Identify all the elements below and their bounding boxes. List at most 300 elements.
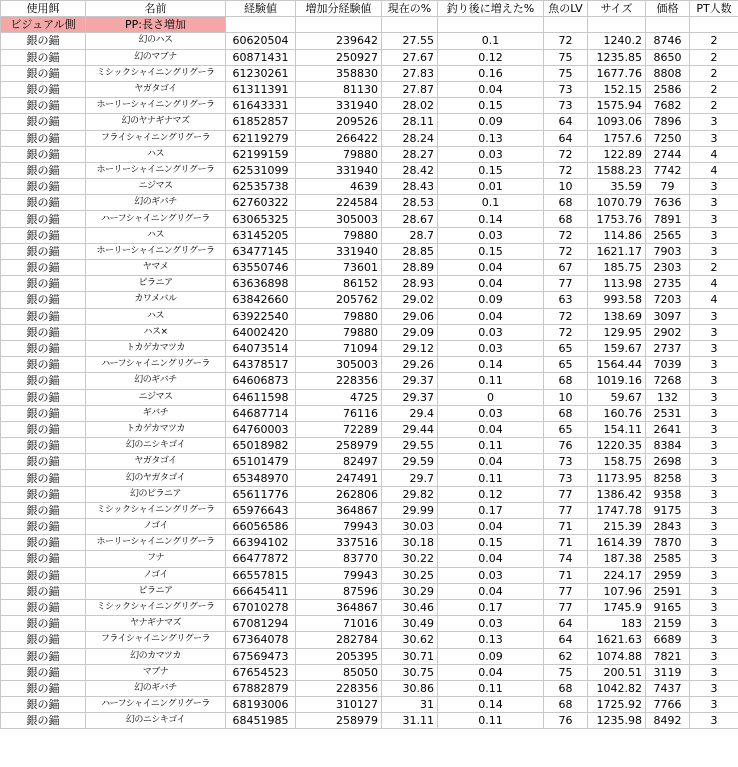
exp-gain-cell[interactable]: 224584 [296, 195, 382, 211]
exp-cell[interactable]: 61852857 [226, 114, 296, 130]
fish-level-cell[interactable]: 73 [544, 454, 588, 470]
fish-level-cell[interactable]: 72 [544, 324, 588, 340]
exp-gain-cell[interactable]: 71016 [296, 616, 382, 632]
size-cell[interactable]: 183 [588, 616, 646, 632]
price-cell[interactable]: 8650 [646, 49, 690, 65]
fish-level-cell[interactable]: 73 [544, 81, 588, 97]
header-cell[interactable]: 経験値 [226, 1, 296, 17]
fish-level-cell[interactable]: 77 [544, 583, 588, 599]
fish-level-cell[interactable]: 73 [544, 470, 588, 486]
party-size-cell[interactable]: 3 [690, 632, 738, 648]
exp-cell[interactable]: 64073514 [226, 340, 296, 356]
exp-cell[interactable]: 63842660 [226, 292, 296, 308]
exp-gain-cell[interactable]: 4639 [296, 179, 382, 195]
party-size-cell[interactable]: 3 [690, 179, 738, 195]
percent-gain-cell[interactable]: 0.1 [438, 33, 544, 49]
percent-cell[interactable]: 28.85 [382, 243, 438, 259]
party-size-cell[interactable]: 2 [690, 49, 738, 65]
exp-gain-cell[interactable]: 258979 [296, 713, 382, 729]
name-cell[interactable]: ホーリーシャイニングリグーラ [86, 162, 226, 178]
percent-gain-cell[interactable]: 0.03 [438, 146, 544, 162]
size-cell[interactable]: 200.51 [588, 664, 646, 680]
exp-cell[interactable]: 63550746 [226, 260, 296, 276]
percent-gain-cell[interactable]: 0.04 [438, 519, 544, 535]
size-cell[interactable]: 1725.92 [588, 697, 646, 713]
percent-gain-cell[interactable]: 0.09 [438, 648, 544, 664]
fish-level-cell[interactable]: 73 [544, 98, 588, 114]
exp-cell[interactable]: 62535738 [226, 179, 296, 195]
exp-gain-cell[interactable]: 205762 [296, 292, 382, 308]
party-size-cell[interactable]: 3 [690, 421, 738, 437]
percent-gain-cell[interactable]: 0.04 [438, 664, 544, 680]
price-cell[interactable]: 2737 [646, 340, 690, 356]
percent-cell[interactable]: 30.25 [382, 567, 438, 583]
percent-gain-cell[interactable]: 0.15 [438, 535, 544, 551]
percent-gain-cell[interactable]: 0.01 [438, 179, 544, 195]
party-size-cell[interactable]: 3 [690, 648, 738, 664]
percent-cell[interactable]: 27.87 [382, 81, 438, 97]
percent-cell[interactable]: 28.67 [382, 211, 438, 227]
exp-gain-cell[interactable]: 87596 [296, 583, 382, 599]
bait-cell[interactable]: 銀の錨 [1, 470, 86, 486]
party-size-cell[interactable]: 3 [690, 519, 738, 535]
percent-cell[interactable]: 29.12 [382, 340, 438, 356]
fish-level-cell[interactable]: 10 [544, 389, 588, 405]
percent-gain-cell[interactable]: 0.11 [438, 373, 544, 389]
exp-cell[interactable]: 64606873 [226, 373, 296, 389]
percent-gain-cell[interactable]: 0.03 [438, 616, 544, 632]
percent-gain-cell[interactable]: 0.03 [438, 567, 544, 583]
size-cell[interactable]: 114.86 [588, 227, 646, 243]
party-size-cell[interactable]: 3 [690, 227, 738, 243]
fish-level-cell[interactable]: 72 [544, 33, 588, 49]
percent-gain-cell[interactable]: 0.15 [438, 98, 544, 114]
exp-cell[interactable]: 64760003 [226, 421, 296, 437]
exp-cell[interactable]: 62199159 [226, 146, 296, 162]
note-cell-visual[interactable]: ビジュアル側 [1, 17, 86, 33]
exp-gain-cell[interactable]: 228356 [296, 680, 382, 696]
percent-gain-cell[interactable]: 0.11 [438, 470, 544, 486]
name-cell[interactable]: ヤガタゴイ [86, 81, 226, 97]
exp-cell[interactable]: 63065325 [226, 211, 296, 227]
fish-level-cell[interactable]: 72 [544, 162, 588, 178]
size-cell[interactable]: 1173.95 [588, 470, 646, 486]
bait-cell[interactable]: 銀の錨 [1, 357, 86, 373]
percent-cell[interactable]: 30.86 [382, 680, 438, 696]
bait-cell[interactable]: 銀の錨 [1, 260, 86, 276]
price-cell[interactable]: 2585 [646, 551, 690, 567]
price-cell[interactable]: 6689 [646, 632, 690, 648]
price-cell[interactable]: 7437 [646, 680, 690, 696]
price-cell[interactable]: 2565 [646, 227, 690, 243]
percent-gain-cell[interactable]: 0.13 [438, 632, 544, 648]
exp-cell[interactable]: 66394102 [226, 535, 296, 551]
name-cell[interactable]: ハス [86, 308, 226, 324]
percent-cell[interactable]: 28.24 [382, 130, 438, 146]
percent-cell[interactable]: 27.83 [382, 65, 438, 81]
party-size-cell[interactable]: 3 [690, 438, 738, 454]
name-cell[interactable]: 幻のニシキゴイ [86, 713, 226, 729]
party-size-cell[interactable]: 3 [690, 616, 738, 632]
party-size-cell[interactable]: 3 [690, 470, 738, 486]
exp-gain-cell[interactable]: 266422 [296, 130, 382, 146]
price-cell[interactable]: 7742 [646, 162, 690, 178]
party-size-cell[interactable]: 3 [690, 664, 738, 680]
percent-cell[interactable]: 28.53 [382, 195, 438, 211]
price-cell[interactable]: 7636 [646, 195, 690, 211]
percent-cell[interactable]: 28.02 [382, 98, 438, 114]
name-cell[interactable]: 幻のギバチ [86, 373, 226, 389]
exp-cell[interactable]: 62119279 [226, 130, 296, 146]
percent-gain-cell[interactable]: 0.12 [438, 49, 544, 65]
size-cell[interactable]: 1621.17 [588, 243, 646, 259]
percent-cell[interactable]: 27.67 [382, 49, 438, 65]
percent-cell[interactable]: 31 [382, 697, 438, 713]
exp-cell[interactable]: 63477145 [226, 243, 296, 259]
size-cell[interactable]: 224.17 [588, 567, 646, 583]
size-cell[interactable]: 215.39 [588, 519, 646, 535]
price-cell[interactable]: 2531 [646, 405, 690, 421]
size-cell[interactable]: 1240.2 [588, 33, 646, 49]
size-cell[interactable]: 1220.35 [588, 438, 646, 454]
name-cell[interactable]: トカゲカマツカ [86, 340, 226, 356]
fish-level-cell[interactable]: 75 [544, 664, 588, 680]
bait-cell[interactable]: 銀の錨 [1, 713, 86, 729]
price-cell[interactable]: 9358 [646, 486, 690, 502]
exp-gain-cell[interactable]: 205395 [296, 648, 382, 664]
percent-gain-cell[interactable]: 0.04 [438, 260, 544, 276]
party-size-cell[interactable]: 3 [690, 680, 738, 696]
price-cell[interactable]: 2735 [646, 276, 690, 292]
exp-cell[interactable]: 68193006 [226, 697, 296, 713]
price-cell[interactable]: 7682 [646, 98, 690, 114]
size-cell[interactable]: 1235.98 [588, 713, 646, 729]
price-cell[interactable]: 8258 [646, 470, 690, 486]
name-cell[interactable]: フライシャイニングリグーラ [86, 130, 226, 146]
exp-cell[interactable]: 67569473 [226, 648, 296, 664]
percent-gain-cell[interactable]: 0.14 [438, 211, 544, 227]
name-cell[interactable]: ミシックシャイニングリグーラ [86, 599, 226, 615]
bait-cell[interactable]: 銀の錨 [1, 98, 86, 114]
price-cell[interactable]: 2959 [646, 567, 690, 583]
fish-level-cell[interactable]: 76 [544, 713, 588, 729]
exp-cell[interactable]: 64611598 [226, 389, 296, 405]
fish-level-cell[interactable]: 63 [544, 292, 588, 308]
exp-gain-cell[interactable]: 337516 [296, 535, 382, 551]
party-size-cell[interactable]: 3 [690, 567, 738, 583]
exp-gain-cell[interactable]: 79880 [296, 308, 382, 324]
price-cell[interactable]: 3119 [646, 664, 690, 680]
exp-gain-cell[interactable]: 79880 [296, 324, 382, 340]
exp-gain-cell[interactable]: 72289 [296, 421, 382, 437]
bait-cell[interactable]: 銀の錨 [1, 373, 86, 389]
percent-gain-cell[interactable]: 0.12 [438, 486, 544, 502]
name-cell[interactable]: 幻のギバチ [86, 195, 226, 211]
exp-gain-cell[interactable]: 85050 [296, 664, 382, 680]
name-cell[interactable]: ホーリーシャイニングリグーラ [86, 98, 226, 114]
bait-cell[interactable]: 銀の錨 [1, 308, 86, 324]
bait-cell[interactable]: 銀の錨 [1, 243, 86, 259]
bait-cell[interactable]: 銀の錨 [1, 583, 86, 599]
exp-gain-cell[interactable]: 364867 [296, 502, 382, 518]
size-cell[interactable]: 129.95 [588, 324, 646, 340]
bait-cell[interactable]: 銀の錨 [1, 519, 86, 535]
exp-cell[interactable]: 65101479 [226, 454, 296, 470]
fish-level-cell[interactable]: 77 [544, 276, 588, 292]
fish-level-cell[interactable]: 65 [544, 340, 588, 356]
bait-cell[interactable]: 銀の錨 [1, 454, 86, 470]
party-size-cell[interactable]: 3 [690, 486, 738, 502]
exp-cell[interactable]: 68451985 [226, 713, 296, 729]
exp-cell[interactable]: 66056586 [226, 519, 296, 535]
size-cell[interactable]: 113.98 [588, 276, 646, 292]
price-cell[interactable]: 2641 [646, 421, 690, 437]
percent-gain-cell[interactable]: 0.03 [438, 405, 544, 421]
header-cell[interactable]: 釣り後に増えた% [438, 1, 544, 17]
exp-gain-cell[interactable]: 250927 [296, 49, 382, 65]
price-cell[interactable]: 7896 [646, 114, 690, 130]
percent-cell[interactable]: 28.27 [382, 146, 438, 162]
exp-cell[interactable]: 65348970 [226, 470, 296, 486]
exp-gain-cell[interactable]: 358830 [296, 65, 382, 81]
percent-cell[interactable]: 30.46 [382, 599, 438, 615]
percent-gain-cell[interactable]: 0.03 [438, 227, 544, 243]
fish-level-cell[interactable]: 64 [544, 616, 588, 632]
percent-cell[interactable]: 28.93 [382, 276, 438, 292]
size-cell[interactable]: 1074.88 [588, 648, 646, 664]
price-cell[interactable]: 7903 [646, 243, 690, 259]
bait-cell[interactable]: 銀の錨 [1, 33, 86, 49]
name-cell[interactable]: ヤマメ [86, 260, 226, 276]
bait-cell[interactable]: 銀の錨 [1, 114, 86, 130]
name-cell[interactable]: 幻のマブナ [86, 49, 226, 65]
price-cell[interactable]: 2902 [646, 324, 690, 340]
empty-cell[interactable] [438, 17, 544, 33]
percent-gain-cell[interactable]: 0.16 [438, 65, 544, 81]
price-cell[interactable]: 8384 [646, 438, 690, 454]
percent-cell[interactable]: 30.71 [382, 648, 438, 664]
name-cell[interactable]: ヤナギナマズ [86, 616, 226, 632]
name-cell[interactable]: ミシックシャイニングリグーラ [86, 65, 226, 81]
size-cell[interactable]: 1564.44 [588, 357, 646, 373]
exp-cell[interactable]: 61643331 [226, 98, 296, 114]
percent-cell[interactable]: 29.99 [382, 502, 438, 518]
percent-gain-cell[interactable]: 0.04 [438, 81, 544, 97]
header-cell[interactable]: 使用餌 [1, 1, 86, 17]
party-size-cell[interactable]: 3 [690, 114, 738, 130]
size-cell[interactable]: 138.69 [588, 308, 646, 324]
exp-gain-cell[interactable]: 71094 [296, 340, 382, 356]
bait-cell[interactable]: 銀の錨 [1, 211, 86, 227]
party-size-cell[interactable]: 3 [690, 211, 738, 227]
size-cell[interactable]: 1614.39 [588, 535, 646, 551]
header-cell[interactable]: PT人数 [690, 1, 738, 17]
bait-cell[interactable]: 銀の錨 [1, 599, 86, 615]
exp-cell[interactable]: 60620504 [226, 33, 296, 49]
price-cell[interactable]: 79 [646, 179, 690, 195]
party-size-cell[interactable]: 3 [690, 551, 738, 567]
name-cell[interactable]: ハス× [86, 324, 226, 340]
exp-cell[interactable]: 64378517 [226, 357, 296, 373]
percent-cell[interactable]: 28.11 [382, 114, 438, 130]
percent-gain-cell[interactable]: 0.14 [438, 357, 544, 373]
name-cell[interactable]: ノゴイ [86, 567, 226, 583]
party-size-cell[interactable]: 2 [690, 81, 738, 97]
size-cell[interactable]: 1757.6 [588, 130, 646, 146]
fish-level-cell[interactable]: 72 [544, 308, 588, 324]
fish-level-cell[interactable]: 62 [544, 648, 588, 664]
name-cell[interactable]: 幻のハス [86, 33, 226, 49]
price-cell[interactable]: 7821 [646, 648, 690, 664]
percent-cell[interactable]: 29.59 [382, 454, 438, 470]
percent-gain-cell[interactable]: 0 [438, 389, 544, 405]
size-cell[interactable]: 159.67 [588, 340, 646, 356]
size-cell[interactable]: 1747.78 [588, 502, 646, 518]
percent-gain-cell[interactable]: 0.04 [438, 551, 544, 567]
price-cell[interactable]: 8492 [646, 713, 690, 729]
exp-cell[interactable]: 65976643 [226, 502, 296, 518]
party-size-cell[interactable]: 2 [690, 98, 738, 114]
name-cell[interactable]: 幻のヤナギナマズ [86, 114, 226, 130]
percent-cell[interactable]: 29.7 [382, 470, 438, 486]
name-cell[interactable]: フライシャイニングリグーラ [86, 632, 226, 648]
exp-gain-cell[interactable]: 310127 [296, 697, 382, 713]
size-cell[interactable]: 185.75 [588, 260, 646, 276]
empty-cell[interactable] [588, 17, 646, 33]
exp-cell[interactable]: 63145205 [226, 227, 296, 243]
exp-cell[interactable]: 67010278 [226, 599, 296, 615]
bait-cell[interactable]: 銀の錨 [1, 697, 86, 713]
fish-level-cell[interactable]: 72 [544, 227, 588, 243]
party-size-cell[interactable]: 3 [690, 357, 738, 373]
fish-level-cell[interactable]: 71 [544, 567, 588, 583]
exp-gain-cell[interactable]: 364867 [296, 599, 382, 615]
party-size-cell[interactable]: 4 [690, 162, 738, 178]
percent-cell[interactable]: 30.03 [382, 519, 438, 535]
percent-cell[interactable]: 28.42 [382, 162, 438, 178]
fish-level-cell[interactable]: 68 [544, 211, 588, 227]
exp-gain-cell[interactable]: 79943 [296, 567, 382, 583]
exp-cell[interactable]: 67364078 [226, 632, 296, 648]
size-cell[interactable]: 1235.85 [588, 49, 646, 65]
bait-cell[interactable]: 銀の錨 [1, 535, 86, 551]
empty-cell[interactable] [544, 17, 588, 33]
bait-cell[interactable]: 銀の錨 [1, 130, 86, 146]
percent-cell[interactable]: 29.82 [382, 486, 438, 502]
price-cell[interactable]: 2591 [646, 583, 690, 599]
bait-cell[interactable]: 銀の錨 [1, 502, 86, 518]
percent-gain-cell[interactable]: 0.04 [438, 583, 544, 599]
percent-cell[interactable]: 29.44 [382, 421, 438, 437]
size-cell[interactable]: 160.76 [588, 405, 646, 421]
fish-level-cell[interactable]: 71 [544, 519, 588, 535]
bait-cell[interactable]: 銀の錨 [1, 616, 86, 632]
name-cell[interactable]: ハーフシャイニングリグーラ [86, 697, 226, 713]
party-size-cell[interactable]: 3 [690, 713, 738, 729]
bait-cell[interactable]: 銀の錨 [1, 81, 86, 97]
bait-cell[interactable]: 銀の錨 [1, 324, 86, 340]
bait-cell[interactable]: 銀の錨 [1, 632, 86, 648]
exp-gain-cell[interactable]: 262806 [296, 486, 382, 502]
name-cell[interactable]: トカゲカマツカ [86, 421, 226, 437]
party-size-cell[interactable]: 3 [690, 373, 738, 389]
size-cell[interactable]: 1386.42 [588, 486, 646, 502]
exp-gain-cell[interactable]: 239642 [296, 33, 382, 49]
exp-gain-cell[interactable]: 79880 [296, 146, 382, 162]
empty-cell[interactable] [382, 17, 438, 33]
name-cell[interactable]: ミシックシャイニングリグーラ [86, 502, 226, 518]
percent-gain-cell[interactable]: 0.04 [438, 308, 544, 324]
bait-cell[interactable]: 銀の錨 [1, 49, 86, 65]
size-cell[interactable]: 1575.94 [588, 98, 646, 114]
price-cell[interactable]: 3097 [646, 308, 690, 324]
exp-gain-cell[interactable]: 228356 [296, 373, 382, 389]
exp-cell[interactable]: 63922540 [226, 308, 296, 324]
exp-cell[interactable]: 67882879 [226, 680, 296, 696]
party-size-cell[interactable]: 3 [690, 389, 738, 405]
bait-cell[interactable]: 銀の錨 [1, 227, 86, 243]
percent-gain-cell[interactable]: 0.15 [438, 243, 544, 259]
fish-level-cell[interactable]: 76 [544, 438, 588, 454]
name-cell[interactable]: マブナ [86, 664, 226, 680]
percent-gain-cell[interactable]: 0.17 [438, 502, 544, 518]
percent-cell[interactable]: 29.09 [382, 324, 438, 340]
empty-cell[interactable] [646, 17, 690, 33]
exp-cell[interactable]: 64687714 [226, 405, 296, 421]
bait-cell[interactable]: 銀の錨 [1, 438, 86, 454]
fish-level-cell[interactable]: 68 [544, 195, 588, 211]
exp-gain-cell[interactable]: 305003 [296, 357, 382, 373]
party-size-cell[interactable]: 3 [690, 130, 738, 146]
price-cell[interactable]: 2586 [646, 81, 690, 97]
percent-gain-cell[interactable]: 0.04 [438, 421, 544, 437]
percent-gain-cell[interactable]: 0.11 [438, 713, 544, 729]
party-size-cell[interactable]: 3 [690, 535, 738, 551]
exp-cell[interactable]: 67081294 [226, 616, 296, 632]
percent-gain-cell[interactable]: 0.1 [438, 195, 544, 211]
exp-cell[interactable]: 65018982 [226, 438, 296, 454]
percent-gain-cell[interactable]: 0.09 [438, 292, 544, 308]
exp-gain-cell[interactable]: 76116 [296, 405, 382, 421]
exp-gain-cell[interactable]: 82497 [296, 454, 382, 470]
price-cell[interactable]: 2303 [646, 260, 690, 276]
size-cell[interactable]: 1621.63 [588, 632, 646, 648]
size-cell[interactable]: 1019.16 [588, 373, 646, 389]
bait-cell[interactable]: 銀の錨 [1, 292, 86, 308]
price-cell[interactable]: 7870 [646, 535, 690, 551]
fish-level-cell[interactable]: 10 [544, 179, 588, 195]
bait-cell[interactable]: 銀の錨 [1, 389, 86, 405]
name-cell[interactable]: ニジマス [86, 389, 226, 405]
bait-cell[interactable]: 銀の錨 [1, 486, 86, 502]
exp-gain-cell[interactable]: 86152 [296, 276, 382, 292]
percent-gain-cell[interactable]: 0.13 [438, 130, 544, 146]
exp-gain-cell[interactable]: 305003 [296, 211, 382, 227]
name-cell[interactable]: ヤガタゴイ [86, 454, 226, 470]
exp-cell[interactable]: 67654523 [226, 664, 296, 680]
exp-cell[interactable]: 66477872 [226, 551, 296, 567]
empty-cell[interactable] [226, 17, 296, 33]
bait-cell[interactable]: 銀の錨 [1, 162, 86, 178]
fish-level-cell[interactable]: 65 [544, 421, 588, 437]
bait-cell[interactable]: 銀の錨 [1, 405, 86, 421]
exp-cell[interactable]: 61230261 [226, 65, 296, 81]
note-cell-pp[interactable]: PP:長さ増加 [86, 17, 226, 33]
party-size-cell[interactable]: 3 [690, 243, 738, 259]
percent-cell[interactable]: 29.26 [382, 357, 438, 373]
header-cell[interactable]: 名前 [86, 1, 226, 17]
empty-cell[interactable] [296, 17, 382, 33]
